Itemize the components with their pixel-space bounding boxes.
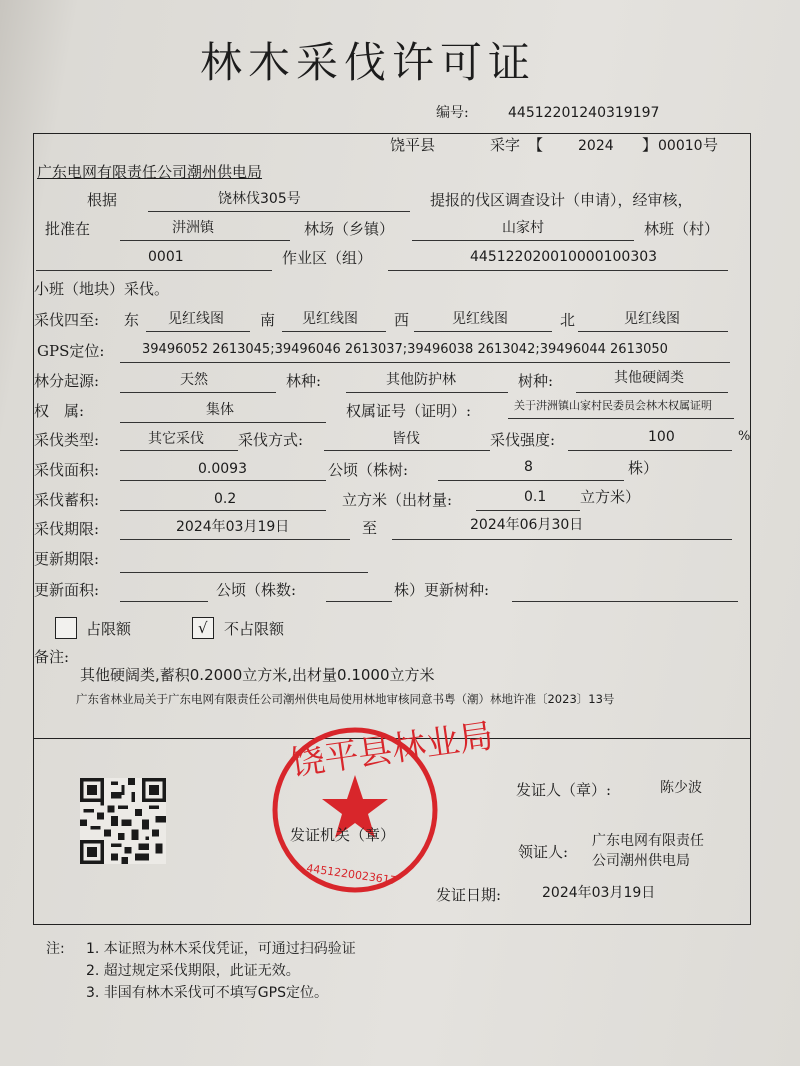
- serial-number: 44512201240319197: [508, 105, 660, 121]
- plot-tail: 小班（地块）采伐。: [34, 280, 170, 298]
- remarks-line1: 其他硬阔类,蓄积0.2000立方米,出材量0.1000立方米: [80, 666, 435, 684]
- occupy-quota-checkbox[interactable]: [55, 617, 77, 639]
- basis-value: 饶林伐305号: [218, 191, 301, 207]
- permit-number: 00010: [658, 138, 703, 154]
- bound-label: 采伐四至:: [34, 311, 100, 329]
- cut-type: 其它采伐: [148, 431, 204, 447]
- hao-label: 号: [703, 136, 719, 154]
- gps-label: GPS定位:: [37, 342, 105, 360]
- farm-label: 林场（乡镇）: [304, 220, 395, 238]
- renew-zhu-label: 株）更新树种:: [394, 581, 490, 599]
- receiver-line1: 广东电网有限责任: [592, 833, 704, 849]
- renew-hectare-label: 公顷（株数:: [216, 581, 297, 599]
- period-start: 2024年03月19日: [176, 519, 290, 535]
- work-area: 445122020010000100303: [470, 249, 658, 265]
- period-to: 至: [362, 519, 378, 537]
- notes-label: 注:: [46, 941, 65, 957]
- volume-label: 采伐蓄积:: [34, 491, 100, 509]
- area: 0.0093: [198, 461, 247, 477]
- percent-sign: %: [738, 429, 751, 444]
- south-label: 南: [260, 311, 276, 329]
- basis-tail: 提报的伐区调查设计（申请），经审核，: [430, 191, 693, 209]
- east-label: 东: [124, 311, 140, 329]
- cubic-label: 立方米（出材量:: [342, 491, 453, 509]
- renew-area-label: 更新面积:: [34, 581, 100, 599]
- remarks-line2: 广东省林业局关于广东电网有限责任公司潮州供电局使用林地审核同意书粤（潮）林地许准〔2023〕13号: [76, 692, 615, 706]
- county: 饶平县: [390, 136, 436, 154]
- issue-date: 2024年03月19日: [542, 885, 656, 901]
- west-bound: 见红线图: [452, 311, 508, 327]
- not-occupy-quota-checkbox[interactable]: [192, 617, 214, 639]
- receiver-line2: 公司潮州供电局: [592, 853, 690, 869]
- authority-label: 发证机关（章）: [290, 826, 396, 844]
- owner: 集体: [206, 402, 234, 418]
- bracket-left: 【: [528, 136, 544, 154]
- permit-word: 采字: [490, 136, 521, 154]
- issuer-label: 发证人（章）:: [516, 781, 612, 799]
- village: 山家村: [502, 220, 544, 236]
- remarks-label: 备注:: [34, 648, 70, 666]
- check-mark-icon: √: [198, 619, 208, 637]
- qr-code-icon: [80, 778, 166, 864]
- north-label: 北: [560, 311, 576, 329]
- forest-type: 其他防护林: [386, 372, 456, 388]
- output-volume: 0.1: [524, 489, 547, 505]
- note-1: 1. 本证照为林木采伐凭证，可通过扫码验证: [86, 941, 356, 957]
- origin-label: 林分起源:: [34, 372, 100, 390]
- issuer: 陈少波: [660, 780, 702, 796]
- receiver-label: 领证人:: [518, 843, 569, 861]
- origin: 天然: [180, 372, 208, 388]
- note-3: 3. 非国有林木采伐可不填写GPS定位。: [86, 985, 328, 1001]
- intensity: 100: [648, 429, 675, 445]
- area-label: 采伐面积:: [34, 461, 100, 479]
- forest-type-label: 林种:: [286, 372, 322, 390]
- renew-period-label: 更新期限:: [34, 550, 100, 568]
- class-label: 林班（村）: [644, 220, 720, 238]
- cert-value: 关于汫洲镇山家村民委员会林木权属证明: [514, 399, 712, 412]
- volume: 0.2: [214, 491, 237, 507]
- cut-method-label: 采伐方式:: [238, 431, 304, 449]
- tree-count: 8: [524, 459, 533, 475]
- south-bound: 见红线图: [302, 311, 358, 327]
- cert-label: 权属证号（证明）:: [346, 402, 472, 420]
- work-area-label: 作业区（组）: [282, 249, 373, 267]
- subclass: 0001: [148, 249, 184, 265]
- gps-coordinates: 39496052 2613045;39496046 2613037;39496038 2613042;39496044 2613050: [142, 342, 668, 357]
- issue-date-label: 发证日期:: [436, 886, 502, 904]
- occupy-quota-label: 占限额: [86, 620, 132, 638]
- cubic-tail: 立方米）: [580, 488, 641, 506]
- bracket-right: 】: [642, 136, 658, 154]
- north-bound: 见红线图: [624, 311, 680, 327]
- tree-type-label: 树种:: [518, 372, 554, 390]
- east-bound: 见红线图: [168, 311, 224, 327]
- note-2: 2. 超过规定采伐期限，此证无效。: [86, 963, 300, 979]
- tree-type: 其他硬阔类: [614, 370, 684, 386]
- zhu-label: 株）: [628, 459, 659, 477]
- west-label: 西: [394, 311, 410, 329]
- town: 汫洲镇: [172, 220, 214, 236]
- hectare-label: 公顷（株树:: [328, 461, 409, 479]
- approve-label: 批准在: [45, 220, 91, 238]
- intensity-label: 采伐强度:: [490, 431, 556, 449]
- permit-year: 2024: [578, 138, 614, 154]
- owner-label: 权 属:: [34, 402, 85, 420]
- seal-code: 4451220023617: [305, 861, 398, 888]
- cut-type-label: 采伐类型:: [34, 431, 100, 449]
- period-end: 2024年06月30日: [470, 517, 584, 533]
- cut-method: 皆伐: [392, 431, 420, 447]
- serial-label: 编号:: [436, 105, 469, 121]
- applicant: 广东电网有限责任公司潮州供电局: [37, 163, 263, 181]
- document-title: 林木采伐许可证: [200, 38, 537, 87]
- basis-label: 根据: [87, 191, 118, 209]
- seal-text: 饶平县林业局: [288, 715, 496, 785]
- not-occupy-quota-label: 不占限额: [224, 620, 285, 638]
- period-label: 采伐期限:: [34, 520, 100, 538]
